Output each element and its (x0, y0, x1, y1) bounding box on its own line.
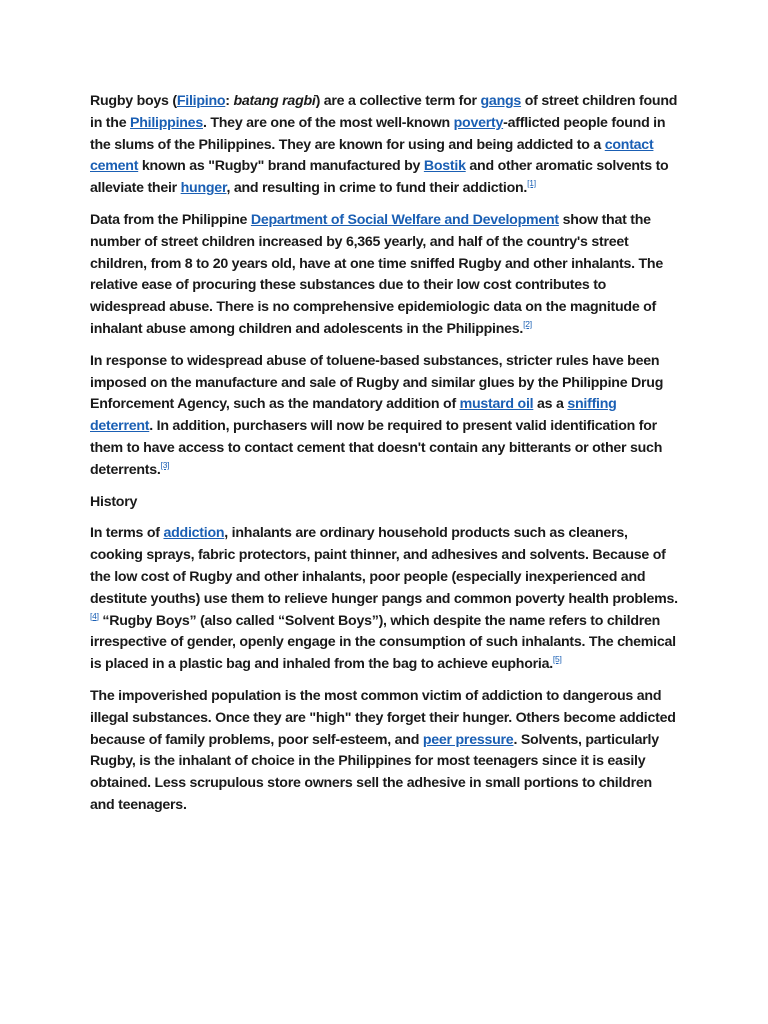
text: “Rugby Boys” (also called “Solvent Boys”), which despite the name refers to children irrespective of gender, openly engage in the consumption of such inhalants. The chemical is placed in a plastic bag and inhaled from the bag to achieve euphoria. (90, 612, 676, 673)
link-sniffing-deterrent[interactable]: sniffing deterrent (90, 396, 617, 435)
reference-link-5[interactable]: [5] (552, 654, 562, 665)
reference-5 (553, 654, 562, 664)
section-heading-history: History (90, 493, 138, 510)
text: . Solvents, particularly Rugby, is the inhalant of choice in the Philippines for most teenagers since it is easily obtained. Less scrupulous store owners sell the adhesive in small portions to children and teenagers. (90, 731, 659, 813)
paragraph-victims (90, 686, 678, 817)
paragraph-response (90, 351, 678, 482)
link-addiction[interactable]: addiction (163, 525, 225, 542)
text: , inhalants are ordinary household products such as cleaners, cooking sprays, fabric protectors, paint thinner, and adhesives and solvents. Because of the low cost of Rugby and other inhalants, poor people (especially inexperienced and destitute youths) use them to relieve hunger pangs and common poverty health problems. (90, 525, 678, 607)
paragraph-intro (90, 91, 678, 200)
link-dswd[interactable]: Department of Social Welfare and Development (250, 211, 559, 228)
text: known as "Rugby" brand manufactured by (138, 158, 424, 175)
text: and other aromatic solvents to alleviate their (90, 158, 669, 197)
text: -afflicted people found in the slums of the Philippines. They are known for using and being addicted to a (90, 114, 666, 153)
reference-link-1[interactable]: [1] (527, 178, 536, 189)
text: : (225, 93, 234, 109)
reference-link-3[interactable]: [3] (160, 459, 170, 470)
reference-3 (161, 460, 170, 470)
reference-1 (527, 178, 536, 188)
text: The impoverished population is the most common victim of addiction to dangerous and illegal substances. Once they are "high" they forget their hunger. Others become addicted because of family problems, poor self-esteem, and (90, 687, 676, 748)
reference-link-4[interactable]: [4] (90, 610, 99, 621)
link-gangs[interactable]: gangs (480, 93, 522, 109)
text: . They are one of the most well-known (202, 114, 454, 131)
link-mustard-oil[interactable]: mustard oil (459, 396, 534, 413)
term-batang-ragbi: batang ragbi (233, 93, 316, 109)
text: of street children found in the (90, 93, 678, 131)
reference-link-2[interactable]: [2] (523, 318, 532, 329)
text: . In addition, purchasers will now be required to present valid identification for them to have access to contact cement that doesn't contain any bitterants or other such deterrents. (90, 418, 663, 478)
text: show that the number of street children increased by 6,365 yearly, and half of the country's street children, from 8 to 20 years old, have at one time sniffed Rugby and other inhalants. The relative ease of procuring these substances due to their low cost contributes to widespread abuse. There is no comprehensive epidemiologic data on the magnitude of inhalant abuse among children and adolescents in the Philippines. (90, 211, 663, 337)
text: Data from the Philippine (90, 211, 251, 228)
text: Rugby boys ( (90, 93, 177, 109)
text: In terms of (90, 525, 164, 542)
link-poverty[interactable]: poverty (453, 114, 504, 131)
link-contact-cement[interactable]: contact cement (90, 136, 654, 175)
reference-2 (523, 319, 532, 329)
link-filipino[interactable]: Filipino (176, 93, 226, 109)
link-peer-pressure[interactable]: peer pressure (422, 731, 514, 748)
text: In response to widespread abuse of toluene-based substances, stricter rules have been imposed on the manufacture and sale of Rugby and similar glues by the Philippine Drug Enforcement Agency, such as the mandatory addition of (90, 352, 664, 413)
text: ) are a collective term for (315, 93, 481, 109)
text: as a (533, 396, 568, 413)
link-philippines[interactable]: Philippines (130, 114, 203, 131)
reference-4 (90, 611, 99, 621)
link-bostik[interactable]: Bostik (423, 158, 466, 175)
paragraph-data (90, 210, 678, 341)
paragraph-inhalants (90, 523, 678, 676)
link-hunger[interactable]: hunger (180, 180, 227, 197)
text: , and resulting in crime to fund their addiction. (226, 180, 528, 197)
